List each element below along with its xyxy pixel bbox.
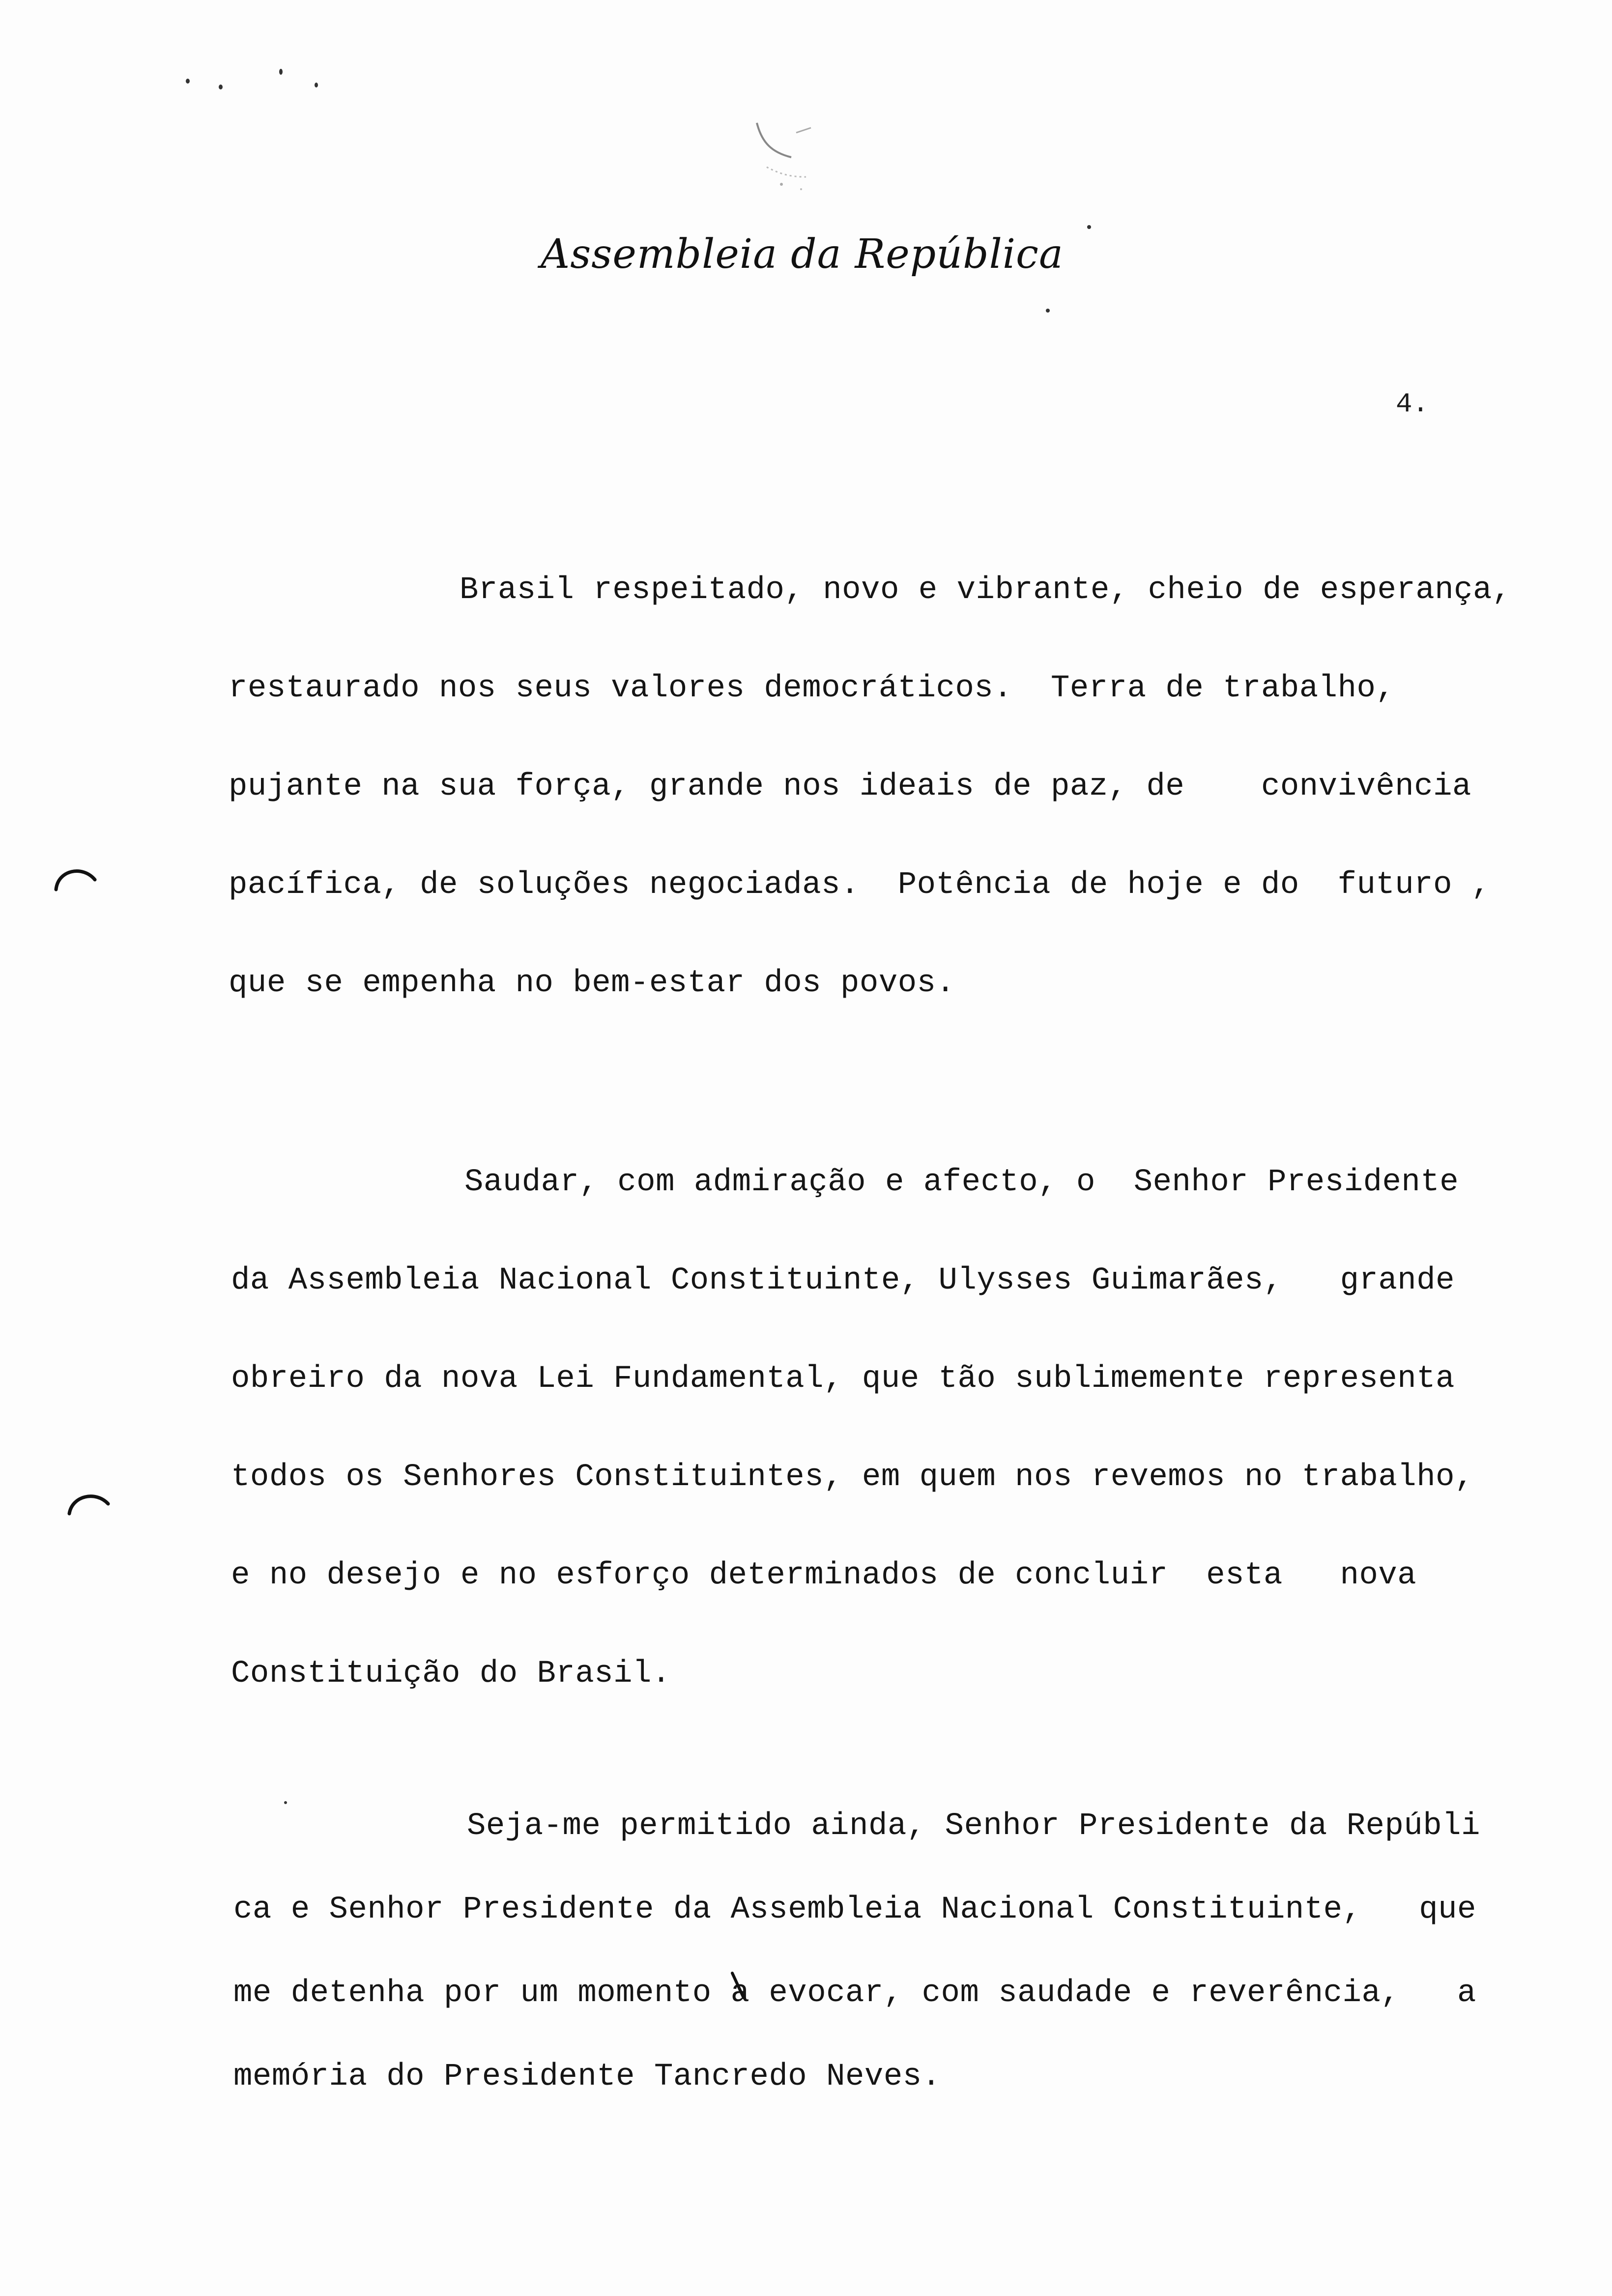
text-line: e no desejo e no esforço determinados de concluir esta nova: [231, 1558, 1417, 1593]
text-line: ca e Senhor Presidente da Assembleia Nacional Constituinte, que: [233, 1892, 1476, 1927]
handwritten-stroke: [730, 1971, 749, 2005]
margin-mark: [53, 862, 97, 892]
scan-speck: [1046, 309, 1050, 313]
text-line: Brasil respeitado, novo e vibrante, cheio de esperança,: [460, 573, 1511, 608]
scan-speck: [279, 69, 283, 75]
institution-title: Assembleia da República: [541, 231, 1064, 278]
scan-speck: [186, 79, 190, 84]
text-line: Saudar, com admiração e afecto, o Senhor Presidente: [464, 1165, 1459, 1200]
text-line: que se empenha no bem-estar dos povos.: [229, 966, 955, 1001]
text-line: me detenha por um momento a evocar, com saudade e reverência, a: [233, 1976, 1476, 2011]
text-line: restaurado nos seus valores democráticos. Terra de trabalho,: [229, 671, 1395, 706]
text-line: Seja-me permitido ainda, Senhor Presidente da Repúbli: [467, 1808, 1481, 1844]
text-line: todos os Senhores Constituintes, em quem nos revemos no trabalho,: [231, 1460, 1474, 1495]
scan-speck: [315, 83, 318, 87]
text-line: pacífica, de soluções negociadas. Potência de hoje e do futuro ,: [229, 867, 1491, 903]
text-line: obreiro da nova Lei Fundamental, que tão sublimemente representa: [231, 1361, 1455, 1397]
text-line: da Assembleia Nacional Constituinte, Ulysses Guimarães, grande: [231, 1263, 1455, 1298]
scan-speck: [1087, 225, 1091, 229]
margin-mark: [66, 1487, 111, 1516]
scan-speck: [219, 85, 223, 89]
text-line: Constituição do Brasil.: [231, 1656, 671, 1692]
scan-speck: [284, 1801, 287, 1804]
text-line: pujante na sua força, grande nos ideais de paz, de convivência: [229, 769, 1471, 804]
text-line: memória do Presidente Tancredo Neves.: [233, 2059, 941, 2095]
page-number: 4.: [1396, 388, 1429, 420]
emblem-mark: [727, 103, 835, 201]
